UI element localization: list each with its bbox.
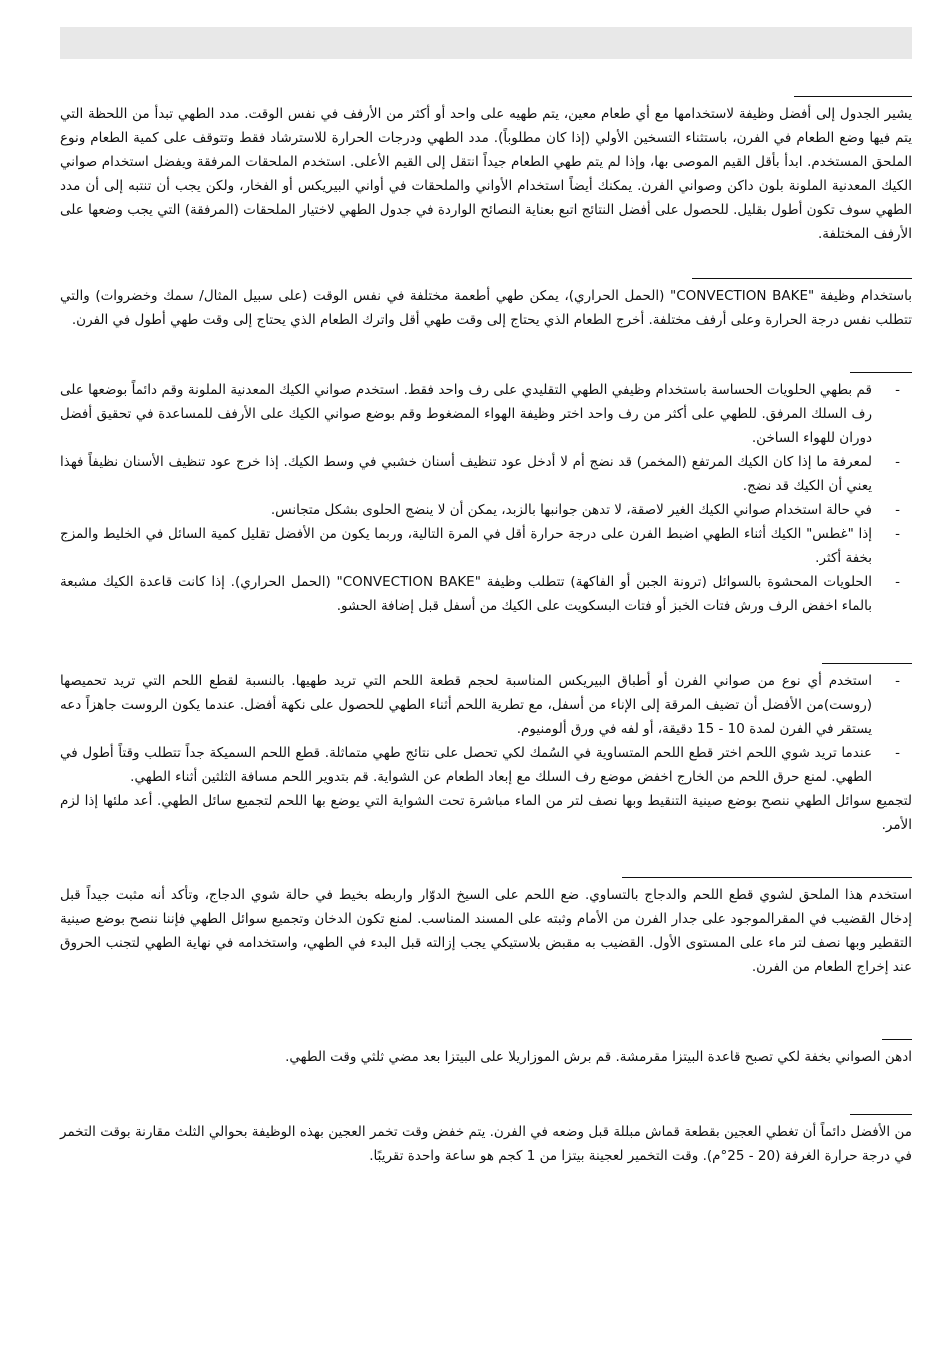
section-meat bbox=[60, 663, 912, 837]
section-rotisserie bbox=[60, 877, 912, 979]
section-rule bbox=[882, 1039, 912, 1040]
section-convection-bake-text: باستخدام وظيفة "CONVECTION BAKE" (الحمل الحراري)، يمكن طهي أطعمة مختلفة في نفس الوقت (على سبيل المثال/ سمك وخضروات) والتي تتطلب نفس درجة الحرارة وعلى أرفف مختلفة. أخرج الطعام الذي يحتاج إلى وقت طهي أقل واترك الطعام الذي يحتاج إلى وقت طهي أطول في الفرن. bbox=[60, 288, 912, 328]
list-item: - إذا "غطس" الكيك أثناء الطهي اضبط الفرن على درجة حرارة أقل في المرة التالية، وربما يكون من الأفضل تقليل كمية السائل في الخليط والمزج بخفة أكثر. bbox=[60, 522, 912, 570]
list-item: - لمعرفة ما إذا كان الكيك المرتفع (المخمر) قد نضج أم لا أدخل عود تنظيف أسنان خشبي في وسط الكيك. إذا خرج عود تنظيف الأسنان نظيفاً فهذا يعني أن الكيك قد نضج. bbox=[60, 450, 912, 498]
list-item: - الحلويات المحشوة بالسوائل (ترونة الجبن أو الفاكهة) تتطلب وظيفة "CONVECTION BAKE" (الحمل الحراري). إذا كانت قاعدة الكيك مشبعة بالماء اخفض الرف ورش فتات الخبز أو فتات البسكويت على الكيك من أسفل قبل إضافة الحشو. bbox=[60, 570, 912, 618]
section-dough bbox=[60, 1114, 912, 1168]
page-content bbox=[60, 96, 912, 1168]
meat-list bbox=[60, 663, 912, 789]
section-rule bbox=[822, 663, 912, 664]
section-rule bbox=[794, 96, 912, 97]
list-item: - استخدم أي نوع من صواني الفرن أو أطباق البيريكس المناسبة لحجم قطعة اللحم التي تريد طهيها. بالنسبة لقطع اللحم التي تريد تحميصها (روست)من الأفضل أن تضيف المرقة إلى الإناء من أسفل، مع تطرية اللحم أثناء الطهي للحصول على نكهة أفضل. عندما يكون الروست جاهزاً دعه يستقر في الفرن لمدة 10 - 15 دقيقة، أو لفه في ورق ألومنيوم. bbox=[60, 669, 912, 741]
list-item: - عندما تريد شوي اللحم اختر قطع اللحم المتساوية في السُمك لكي تحصل على نتائج طهي متماثلة. قطع اللحم السميكة جداً تتطلب وقتاً أطول في الطهي. لمنع حرق اللحم من الخارج اخفض موضع رف السلك مع إبعاد الطعام عن الشواية. قم بتدوير اللحم مسافة الثلثين أثناء الطهي. bbox=[60, 741, 912, 789]
section-desserts bbox=[60, 372, 912, 618]
list-item: - قم بطهي الحلويات الحساسة باستخدام وظيفي الطهي التقليدي على رف واحد فقط. استخدم صواني الكيك المعدنية الملونة وقم دائماً بوضعها على رف السلك المرفق. للطهي على أكثر من رف واحد اختر وظيفة الهواء المضغوط وقم بوضع صواني الكيك على الأرفف للمساعدة في تحقيق أفضل دوران للهواء الساخن. bbox=[60, 378, 912, 450]
header-bar bbox=[60, 27, 912, 59]
section-pizza bbox=[60, 1039, 912, 1069]
section-cooking-table bbox=[60, 96, 912, 246]
section-dough-text: من الأفضل دائماً أن تغطي العجين بقطعة قماش مبللة قبل وضعه في الفرن. يتم خفض وقت تخمر العجين بهذه الوظيفة بحوالي الثلث مقارنة بوقت التخمر في درجة حرارة الغرفة (20 - 25°م). وقت التخمير لعجينة بيتزا من 1 كجم هو ساعة واحدة تقريبًا. bbox=[60, 1124, 912, 1164]
section-rule bbox=[850, 1114, 912, 1115]
meat-drip-note: لتجميع سوائل الطهي ننصح بوضع صينية التنقيط وبها نصف لتر من الماء مباشرة تحت الشواية التي يوضع بها اللحم لتجميع سائل الطهي. أعد ملئها إذا لزم الأمر. bbox=[60, 793, 912, 833]
section-convection-bake bbox=[60, 278, 912, 332]
section-rule bbox=[850, 372, 912, 373]
section-cooking-table-text: يشير الجدول إلى أفضل وظيفة لاستخدامها مع أي طعام معين، يتم طهيه على واحد أو أكثر من الأرفف في نفس الوقت. مدد الطهي تبدأ من اللحظة التي يتم فيها وضع الطعام في الفرن، باستثناء التسخين الأولي (إذا كان مطلوباً). مدد الطهي ودرجات الحرارة للاسترشاد فقط وتتوقف على كمية الطعام ونوع الملحق المستخدم. ابدأ بأقل القيم الموصى بها، وإذا لم يتم طهي الطعام جيداً انتقل إلى القيم الأعلى. استخدم الملحقات المرفقة ويفضل استخدام صواني الكيك المعدنية الملونة بلون داكن وصواني الفرن. يمكنك أيضاً استخدام الأواني والملحقات في أواني البيريكس أو الفخار، ولكن يجب أن تنتبه إلى أن مدد الطهي سوف تكون أطول بقليل. للحصول على أفضل النتائج اتبع بعناية النصائح الواردة في جدول الطهي لاختيار الملحقات (المرفقة) التي يجب وضعها على الأرفف المختلفة. bbox=[60, 106, 912, 242]
section-rule bbox=[692, 278, 912, 279]
section-pizza-text: ادهن الصواني بخفة لكي تصبح قاعدة البيتزا مقرمشة. قم برش الموزاريلا على البيتزا بعد مضي ثلثي وقت الطهي. bbox=[285, 1049, 912, 1065]
list-item: - في حالة استخدام صواني الكيك الغير لاصقة، لا تدهن جوانبها بالزبد، يمكن أن لا ينضج الحلوى بشكل متجانس. bbox=[60, 498, 912, 522]
desserts-list bbox=[60, 372, 912, 618]
section-rotisserie-text: استخدم هذا الملحق لشوي قطع اللحم والدجاج بالتساوي. ضع اللحم على السيخ الدوّار واربطه بخيط في حالة شوي الدجاج، وتأكد أنه مثبت جيداً قبل إدخال القضيب في المقرالموجود على جدار الفرن من الأمام وثبته على المسند المناسب. لمنع تكون الدخان وتجميع سوائل الطهي فإننا ننصح بوضع صينية التقطير وبها نصف لتر ماء على المستوى الأول. القضيب به مقبض بلاستيكي يجب إزالته قبل البدء في الطهي، واستخدامه في نهاية الطهي لتجنب الحروق عند إخراج الطعام من الفرن. bbox=[60, 887, 912, 975]
section-rule bbox=[622, 877, 912, 878]
